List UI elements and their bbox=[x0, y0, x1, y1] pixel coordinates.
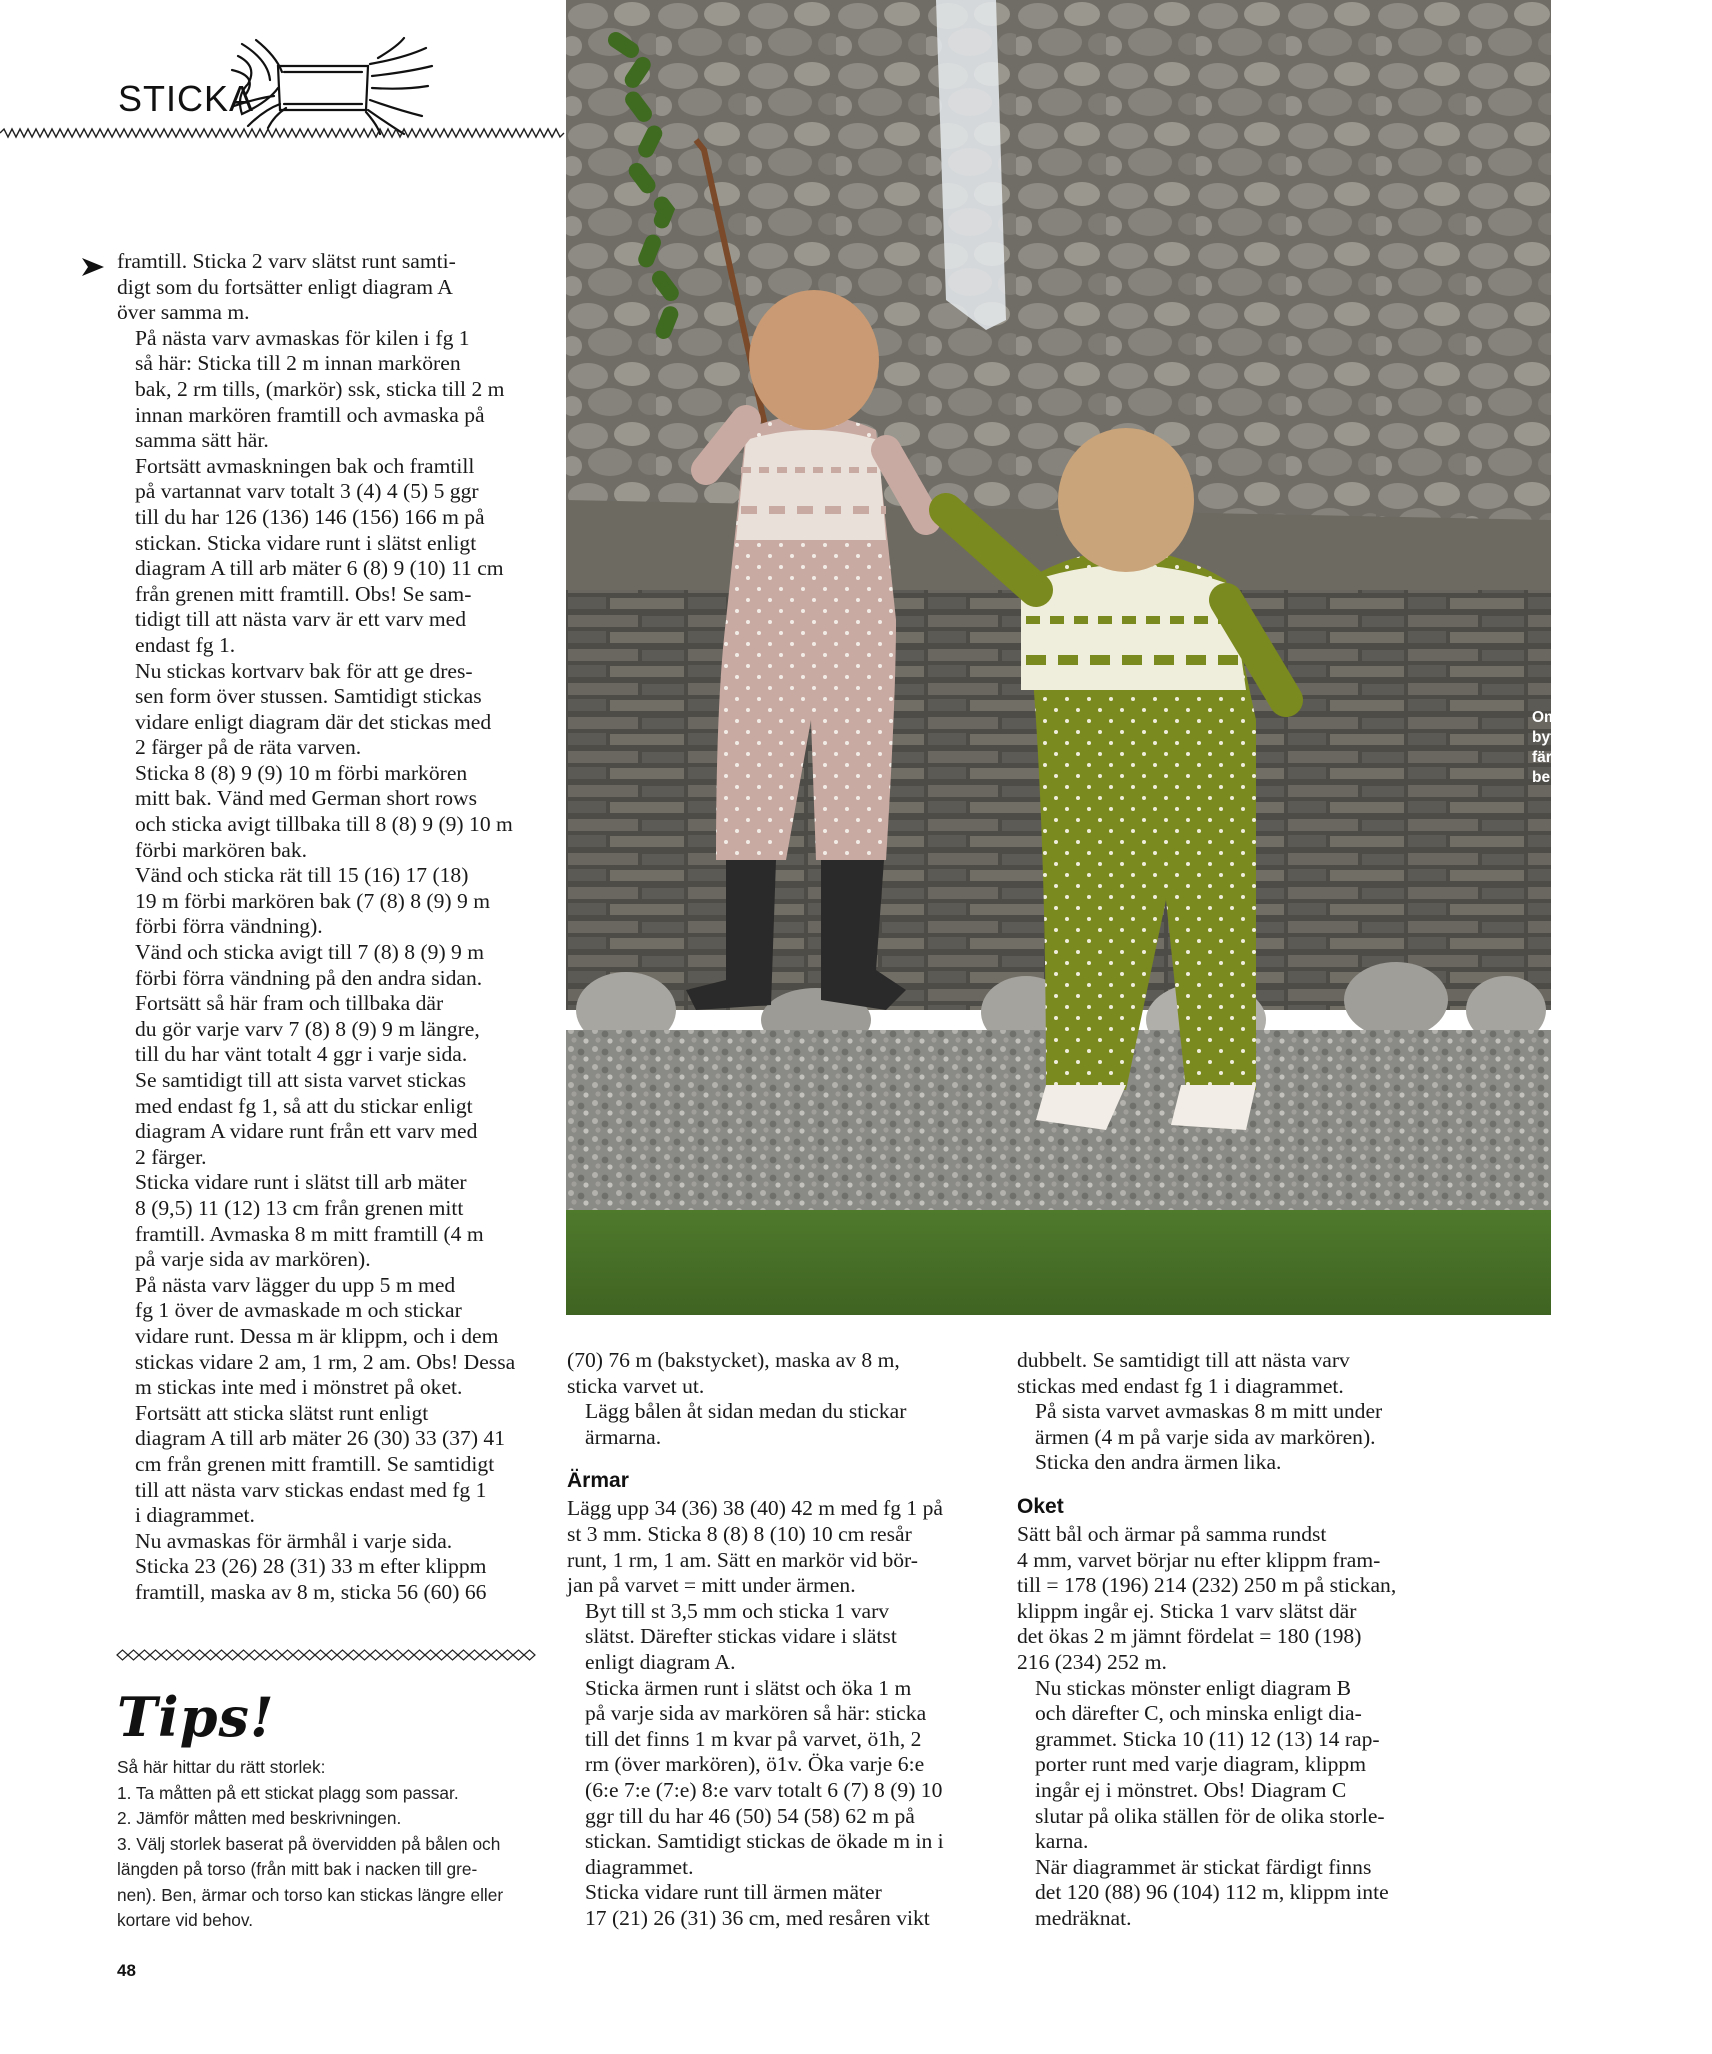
text-line: På sista varvet avmaskas 8 m mitt under bbox=[1035, 1399, 1383, 1424]
text-line: på vartannat varv totalt 3 (4) 4 (5) 5 ggr bbox=[135, 479, 479, 504]
text-line: diagram A till arb mäter 26 (30) 33 (37) 41 bbox=[135, 1426, 506, 1451]
text-line: Sticka vidare runt till ärmen mäter bbox=[585, 1880, 882, 1905]
paragraph bbox=[1017, 1676, 1437, 1855]
text-line: När diagrammet är stickat färdigt finns bbox=[1035, 1854, 1372, 1879]
text-line: runt, 1 rm, 1 am. Sätt en markör vid bör- bbox=[567, 1547, 918, 1572]
continuation-arrow-icon bbox=[80, 256, 106, 278]
divider-diamond bbox=[480, 1650, 491, 1660]
text-line: 17 (21) 26 (31) 36 cm, med resåren vikt bbox=[585, 1905, 930, 1930]
paragraph bbox=[1017, 1855, 1437, 1932]
diamond-divider bbox=[117, 1648, 535, 1662]
text-line: 8 (9,5) 11 (12) 13 cm från grenen mitt bbox=[135, 1195, 464, 1220]
text-line: Nu stickas mönster enligt diagram B bbox=[1035, 1675, 1352, 1700]
text-line: förbi markören bak. bbox=[135, 837, 308, 862]
left-text-column bbox=[117, 249, 537, 1605]
text-line: ärmen (4 m på varje sida av markören). bbox=[1035, 1424, 1376, 1449]
paragraph bbox=[117, 1273, 537, 1401]
section-heading: Oket bbox=[1017, 1494, 1064, 1518]
text-line: 2 färger. bbox=[135, 1144, 207, 1169]
text-line: jan på varvet = mitt under ärmen. bbox=[567, 1573, 856, 1598]
text-line: till du har vänt totalt 4 ggr i varje sida. bbox=[135, 1042, 468, 1067]
text-line: sen form över stussen. Samtidigt stickas bbox=[135, 684, 482, 709]
text-line: tidigt till att nästa varv är ett varv med bbox=[135, 607, 467, 632]
divider-diamond bbox=[315, 1650, 326, 1660]
text-line: Lägg upp 34 (36) 38 (40) 42 m med fg 1 på bbox=[567, 1496, 944, 1521]
divider-diamond bbox=[469, 1650, 480, 1660]
page-number: 48 bbox=[117, 1961, 136, 1980]
divider-diamond bbox=[227, 1650, 238, 1660]
text-line: och sticka avigt tillbaka till 8 (8) 9 (9) 10 m bbox=[135, 812, 513, 837]
yarn-skein-icon bbox=[228, 36, 436, 136]
paragraph bbox=[117, 761, 537, 863]
divider-diamond bbox=[304, 1650, 315, 1660]
text-line: Nu avmaskas för ärmhål i varje sida. bbox=[135, 1528, 453, 1553]
caption-line: Om du vill kan du bbox=[1532, 709, 1662, 726]
text-line: från grenen mitt framtill. Obs! Se sam- bbox=[135, 581, 472, 606]
text-line: Lägg bålen åt sidan medan du stickar bbox=[585, 1399, 907, 1424]
paragraph bbox=[117, 249, 537, 326]
text-line: klippm ingår ej. Sticka 1 varv slätst där bbox=[1017, 1598, 1357, 1623]
tips-body bbox=[117, 1755, 537, 1934]
text-line: stickan. Samtidigt stickas de ökade m in i bbox=[585, 1829, 944, 1854]
divider-diamond bbox=[238, 1650, 249, 1660]
text-line: stickan. Sticka vidare runt i slätst enligt bbox=[135, 530, 477, 555]
photo-caption bbox=[1532, 708, 1712, 788]
divider-diamond bbox=[348, 1650, 359, 1660]
right-text-column bbox=[1017, 1348, 1437, 1931]
text-line: på varje sida av markören så här: sticka bbox=[585, 1701, 927, 1726]
text-line: diagram A till arb mäter 6 (8) 9 (10) 11 cm bbox=[135, 556, 504, 581]
tips-item bbox=[117, 1832, 537, 1934]
text-line: endast fg 1. bbox=[135, 632, 236, 657]
text-line: ärmarna. bbox=[585, 1424, 662, 1449]
divider-diamond bbox=[249, 1650, 260, 1660]
divider-diamond bbox=[293, 1650, 304, 1660]
divider-diamond bbox=[128, 1650, 139, 1660]
photo-illustration bbox=[566, 0, 1551, 1315]
text-line: nen). Ben, ärmar och torso kan stickas längre eller bbox=[117, 1884, 504, 1905]
paragraph bbox=[1017, 1522, 1437, 1676]
paragraph bbox=[117, 659, 537, 761]
text-line: 2 färger på de räta varven. bbox=[135, 735, 362, 760]
text-line: till det finns 1 m kvar på varvet, ö1h, 2 bbox=[585, 1726, 922, 1751]
text-line: framtill, maska av 8 m, sticka 56 (60) 66 bbox=[135, 1579, 487, 1604]
paragraph bbox=[567, 1676, 977, 1881]
paragraph bbox=[117, 1401, 537, 1529]
divider-diamond bbox=[150, 1650, 161, 1660]
text-line: karna. bbox=[1035, 1829, 1089, 1854]
caption-line: färgen mot en bbox=[1532, 749, 1635, 766]
tips-item bbox=[117, 1781, 537, 1807]
text-line: sticka varvet ut. bbox=[567, 1373, 705, 1398]
caption-line: beige (fg 215). bbox=[1532, 769, 1637, 786]
text-line: förbi förra vändning på den andra sidan. bbox=[135, 965, 483, 990]
text-line: Fortsätt så här fram och tillbaka där bbox=[135, 991, 444, 1016]
divider-diamond bbox=[513, 1650, 524, 1660]
divider-diamond bbox=[502, 1650, 513, 1660]
text-line: Byt till st 3,5 mm och sticka 1 varv bbox=[585, 1598, 890, 1623]
page-header bbox=[0, 0, 560, 140]
divider-diamond bbox=[326, 1650, 337, 1660]
text-line: 216 (234) 252 m. bbox=[1017, 1649, 1167, 1674]
text-line: det 120 (88) 96 (104) 112 m, klippm inte bbox=[1035, 1880, 1389, 1905]
text-line: rm (över markören), ö1v. Öka varje 6:e bbox=[585, 1752, 925, 1777]
text-line: Se samtidigt till att sista varvet stickas bbox=[135, 1068, 467, 1092]
text-line: framtill. Avmaska 8 m mitt framtill (4 m bbox=[135, 1221, 484, 1246]
divider-diamond bbox=[425, 1650, 436, 1660]
text-line: cm från grenen mitt framtill. Se samtidigt bbox=[135, 1451, 495, 1476]
text-line: till = 178 (196) 214 (232) 250 m på stickan, bbox=[1017, 1573, 1397, 1598]
divider-diamond bbox=[216, 1650, 227, 1660]
divider-diamond bbox=[447, 1650, 458, 1660]
divider-diamond bbox=[194, 1650, 205, 1660]
text-line: Sticka den andra ärmen lika. bbox=[1035, 1450, 1282, 1475]
divider-diamond bbox=[436, 1650, 447, 1660]
tips-title: Tips! bbox=[117, 1685, 275, 1749]
text-line: Sticka ärmen runt i slätst och öka 1 m bbox=[585, 1675, 912, 1700]
text-line: 3. Välj storlek baserat på övervidden på bålen och bbox=[117, 1833, 501, 1854]
paragraph bbox=[567, 1496, 977, 1598]
paragraph bbox=[117, 991, 537, 1170]
text-line: Fortsätt avmaskningen bak och framtill bbox=[135, 453, 475, 478]
text-line: dubbelt. Se samtidigt till att nästa varv bbox=[1017, 1348, 1350, 1372]
divider-diamond bbox=[205, 1650, 216, 1660]
text-line: Vänd och sticka avigt till 7 (8) 8 (9) 9 m bbox=[135, 940, 485, 965]
text-line: grammet. Sticka 10 (11) 12 (13) 14 rap- bbox=[1035, 1726, 1380, 1751]
text-line: Sätt bål och ärmar på samma rundst bbox=[1017, 1521, 1327, 1546]
text-line: samma sätt här. bbox=[135, 428, 269, 453]
text-line: till du har 126 (136) 146 (156) 166 m på bbox=[135, 504, 485, 529]
paragraph bbox=[117, 940, 537, 991]
divider-diamond bbox=[458, 1650, 469, 1660]
divider-diamond bbox=[117, 1650, 128, 1660]
text-line: i diagrammet. bbox=[135, 1503, 255, 1528]
divider-diamond bbox=[271, 1650, 282, 1660]
divider-diamond bbox=[359, 1650, 370, 1660]
paragraph bbox=[1017, 1399, 1437, 1476]
text-line: ingår ej i mönstret. Obs! Diagram C bbox=[1035, 1777, 1347, 1802]
divider-diamond bbox=[370, 1650, 381, 1660]
children-knitted-onesies-photo bbox=[566, 0, 1663, 1315]
text-line: stickas vidare 2 am, 1 rm, 2 am. Obs! Dessa bbox=[135, 1349, 516, 1374]
divider-diamond bbox=[524, 1650, 535, 1660]
text-line: 19 m förbi markören bak (7 (8) 8 (9) 9 m bbox=[135, 888, 490, 913]
text-line: längden på torso (från mitt bak i nacken till gre- bbox=[117, 1859, 478, 1879]
text-line: enligt diagram A. bbox=[585, 1649, 736, 1674]
divider-diamond bbox=[337, 1650, 348, 1660]
text-line: (70) 76 m (bakstycket), maska av 8 m, bbox=[567, 1348, 900, 1372]
divider-diamond bbox=[403, 1650, 414, 1660]
tips-item bbox=[117, 1806, 537, 1832]
text-line: Vänd och sticka rät till 15 (16) 17 (18) bbox=[135, 863, 469, 888]
divider-diamond bbox=[381, 1650, 392, 1660]
paragraph bbox=[117, 326, 537, 454]
divider-diamond bbox=[161, 1650, 172, 1660]
text-line: (6:e 7:e (7:e) 8:e varv totalt 6 (7) 8 (9) 10 bbox=[585, 1777, 943, 1802]
text-line: st 3 mm. Sticka 8 (8) 8 (10) 10 cm resår bbox=[567, 1521, 912, 1546]
paragraph bbox=[117, 863, 537, 940]
text-line: Fortsätt att sticka slätst runt enligt bbox=[135, 1400, 429, 1425]
text-line: kortare vid behov. bbox=[117, 1910, 254, 1930]
text-line: med endast fg 1, så att du stickar enligt bbox=[135, 1093, 473, 1118]
text-line: Sticka 8 (8) 9 (9) 10 m förbi markören bbox=[135, 760, 468, 785]
text-line: över samma m. bbox=[117, 300, 250, 325]
section-label: STICKA bbox=[118, 78, 255, 119]
paragraph bbox=[567, 1348, 977, 1399]
divider-diamond bbox=[392, 1650, 403, 1660]
text-line: diagrammet. bbox=[585, 1854, 694, 1879]
text-line: Nu stickas kortvarv bak för att ge dres- bbox=[135, 658, 473, 683]
paragraph bbox=[567, 1599, 977, 1676]
text-line: fg 1 över de avmaskade m och stickar bbox=[135, 1298, 462, 1323]
text-line: Sticka 23 (26) 28 (31) 33 m efter klippm bbox=[135, 1554, 487, 1579]
tips-item bbox=[117, 1755, 537, 1781]
text-line: slutar på olika ställen för de olika storle- bbox=[1035, 1803, 1385, 1828]
paragraph bbox=[117, 1170, 537, 1272]
divider-diamond bbox=[139, 1650, 150, 1660]
text-line: På nästa varv avmaskas för kilen i fg 1 bbox=[135, 325, 470, 350]
text-line: På nästa varv lägger du upp 5 m med bbox=[135, 1272, 456, 1297]
text-line: ggr till du har 46 (50) 54 (58) 62 m på bbox=[585, 1803, 915, 1828]
divider-diamond bbox=[414, 1650, 425, 1660]
text-line: porter runt med varje diagram, klippm bbox=[1035, 1752, 1367, 1777]
text-line: mitt bak. Vänd med German short rows bbox=[135, 786, 478, 811]
text-line: 4 mm, varvet börjar nu efter klippm fram- bbox=[1017, 1547, 1381, 1572]
text-line: stickas med endast fg 1 i diagrammet. bbox=[1017, 1373, 1344, 1398]
paragraph bbox=[567, 1880, 977, 1931]
section-heading: Ärmar bbox=[567, 1469, 629, 1493]
divider-diamond bbox=[491, 1650, 502, 1660]
text-line: på varje sida av markören). bbox=[135, 1247, 371, 1272]
text-line: framtill. Sticka 2 varv slätst runt samti- bbox=[117, 249, 456, 273]
text-line: vidare enligt diagram där det stickas med bbox=[135, 709, 492, 734]
text-line: 2. Jämför måtten med beskrivningen. bbox=[117, 1808, 402, 1828]
text-line: så här: Sticka till 2 m innan markören bbox=[135, 351, 461, 376]
text-line: till att nästa varv stickas endast med fg 1 bbox=[135, 1477, 487, 1502]
text-line: Sticka vidare runt i slätst till arb mäter bbox=[135, 1170, 467, 1195]
middle-text-column bbox=[567, 1348, 977, 1931]
caption-line: byta ut den gröna bbox=[1532, 729, 1663, 746]
text-line: slätst. Därefter stickas vidare i slätst bbox=[585, 1624, 897, 1649]
paragraph bbox=[567, 1399, 977, 1450]
text-line: Så här hittar du rätt storlek: bbox=[117, 1757, 326, 1777]
text-line: bak, 2 rm tills, (markör) ssk, sticka till 2 m bbox=[135, 376, 505, 401]
text-line: diagram A vidare runt från ett varv med bbox=[135, 1119, 478, 1144]
text-line: digt som du fortsätter enligt diagram A bbox=[117, 274, 453, 299]
divider-diamond bbox=[183, 1650, 194, 1660]
paragraph bbox=[117, 1529, 537, 1606]
text-line: förbi förra vändning). bbox=[135, 914, 323, 939]
text-line: det ökas 2 m jämnt fördelat = 180 (198) bbox=[1017, 1624, 1362, 1649]
divider-diamond bbox=[282, 1650, 293, 1660]
text-line: innan markören framtill och avmaska på bbox=[135, 402, 485, 427]
text-line: m stickas inte med i mönstret på oket. bbox=[135, 1375, 463, 1400]
text-line: och därefter C, och minska enligt dia- bbox=[1035, 1701, 1362, 1726]
text-line: medräknat. bbox=[1035, 1905, 1132, 1930]
zigzag-divider bbox=[0, 126, 564, 140]
paragraph bbox=[1017, 1348, 1437, 1399]
paragraph bbox=[117, 454, 537, 659]
text-line: 1. Ta måtten på ett stickat plagg som passar. bbox=[117, 1782, 459, 1803]
text-line: vidare runt. Dessa m är klippm, och i dem bbox=[135, 1323, 499, 1348]
divider-diamond bbox=[260, 1650, 271, 1660]
divider-diamond bbox=[172, 1650, 183, 1660]
text-line: du gör varje varv 7 (8) 8 (9) 9 m längre, bbox=[135, 1016, 480, 1041]
